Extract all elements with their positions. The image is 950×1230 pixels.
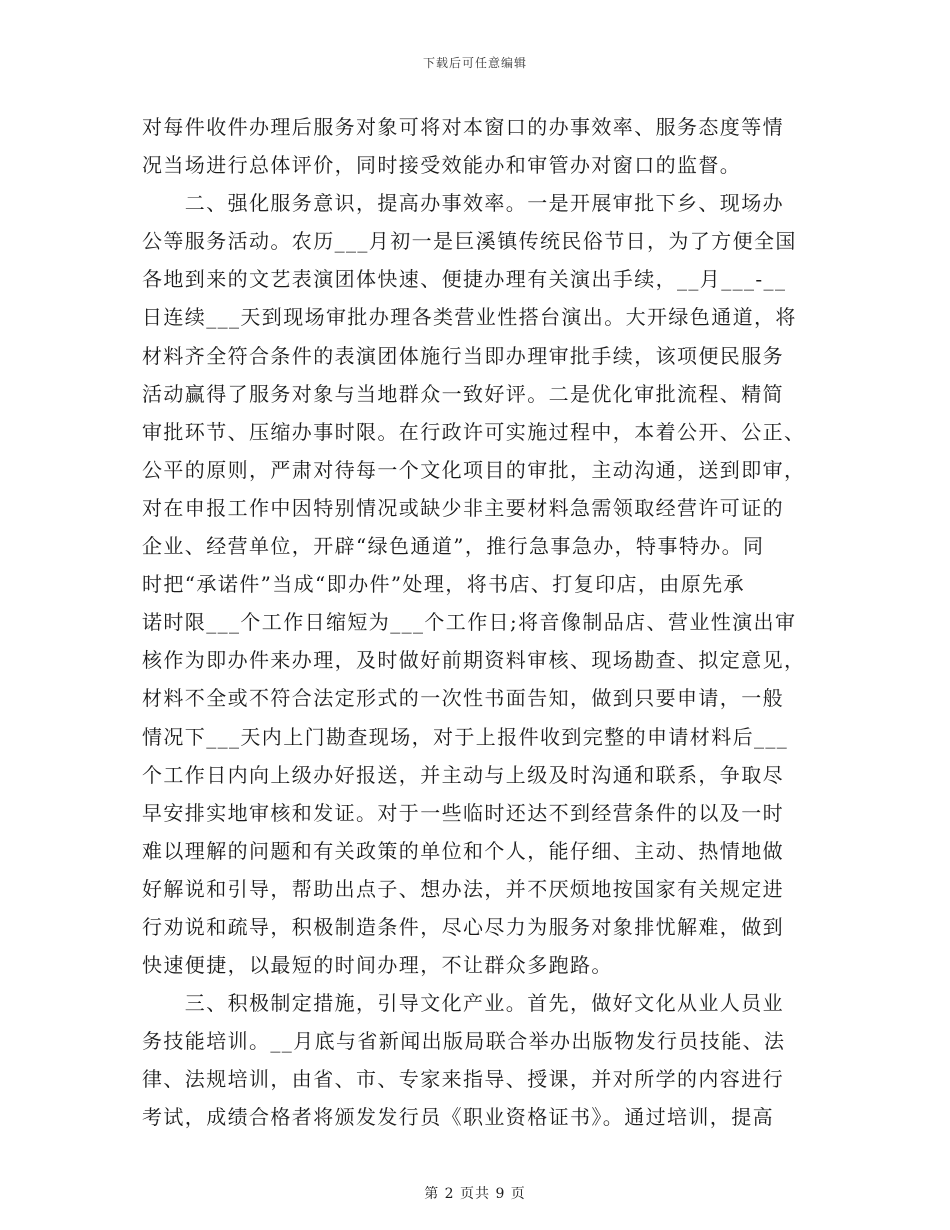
- text-line: 各地到来的文艺表演团体快速、便捷办理有关演出手续，__月___-__: [142, 267, 787, 292]
- text-line: 难以理解的问题和有关政策的单位和个人，能仔细、主动、热情地做: [142, 838, 784, 863]
- text-line: 情况下___天内上门勘查现场，对于上报件收到完整的申请材料后___: [142, 724, 789, 749]
- text-line: 时把“承诺件”当成“即办件”处理，将书店、打复印店，由原先承: [142, 572, 745, 597]
- header-note: 下载后可任意编辑: [422, 56, 527, 70]
- text-line: 活动赢得了服务对象与当地群众一致好评。二是优化审批流程、精简: [142, 381, 784, 406]
- text-line: 快速便捷，以最短的时间办理，不让群众多跑路。: [142, 953, 613, 978]
- text-line: 个工作日内向上级办好报送，并主动与上级及时沟通和联系，争取尽: [142, 762, 784, 787]
- text-line: 公平的原则，严肃对待每一个文化项目的审批，主动沟通，送到即审，: [142, 457, 806, 482]
- text-line: 好解说和引导，帮助出点子、想办法，并不厌烦地按国家有关规定进: [142, 876, 784, 901]
- text-line: 对在申报工作中因特别情况或缺少非主要材料急需领取经营许可证的: [142, 495, 784, 520]
- text-line: 企业、经营单位，开辟“绿色通道”，推行急事急办，特事特办。同: [142, 534, 765, 559]
- text-line: 二、强化服务意识，提高办事效率。一是开展审批下乡、现场办: [142, 191, 784, 216]
- text-line: 诺时限___个工作日缩短为___个工作日;将音像制品店、营业性演出审: [142, 610, 797, 635]
- text-line: 行劝说和疏导，积极制造条件，尽心尽力为服务对象排忧解难，做到: [142, 914, 784, 939]
- text-line: 律、法规培训，由省、市、专家来指导、授课，并对所学的内容进行: [142, 1067, 784, 1092]
- text-line: 早安排实地审核和发证。对于一些临时还达不到经营条件的以及一时: [142, 800, 784, 825]
- text-line: 务技能培训。__月底与省新闻出版局联合举办出版物发行员技能、法: [142, 1029, 786, 1054]
- text-line: 日连续___天到现场审批办理各类营业性搭台演出。大开绿色通道，将: [142, 305, 797, 330]
- text-line: 审批环节、压缩办事时限。在行政许可实施过程中，本着公开、公正、: [142, 419, 806, 444]
- text-line: 公等服务活动。农历___月初一是巨溪镇传统民俗节日，为了方便全国: [142, 229, 797, 254]
- body-text: [142, 108, 808, 1137]
- text-line: 对每件收件办理后服务对象可将对本窗口的办事效率、服务态度等情: [142, 115, 784, 139]
- text-line: 材料不全或不符合法定形式的一次性书面告知，做到只要申请，一般: [142, 686, 784, 711]
- text-line: 三、积极制定措施，引导文化产业。首先，做好文化从业人员业: [142, 991, 784, 1016]
- text-line: 核作为即办件来办理，及时做好前期资料审核、现场勘查、拟定意见，: [142, 648, 806, 673]
- page-number: 第 2 页共 9 页: [424, 1186, 526, 1202]
- text-line: 材料齐全符合条件的表演团体施行当即办理审批手续，该项便民服务: [142, 343, 784, 368]
- text-line: 况当场进行总体评价，同时接受效能办和审管办对窗口的监督。: [142, 153, 742, 178]
- text-line: 考试，成绩合格者将颁发发行员《职业资格证书》。通过培训，提高: [142, 1105, 774, 1130]
